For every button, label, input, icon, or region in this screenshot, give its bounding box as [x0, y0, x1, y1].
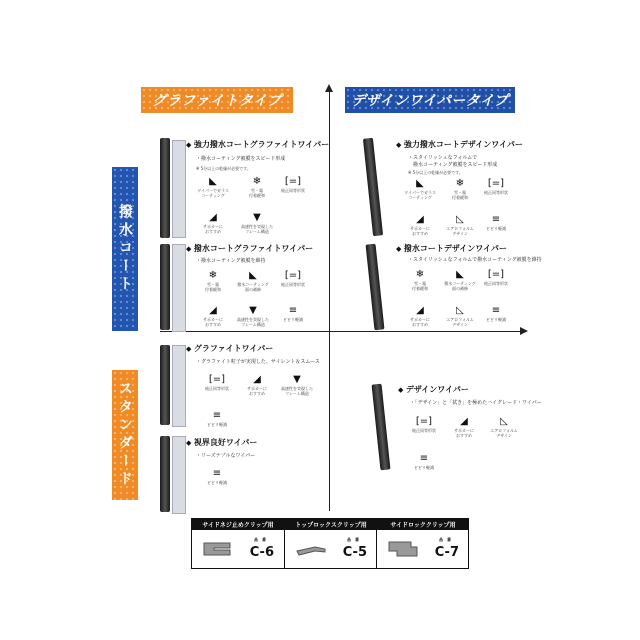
feature-label: サポカーに おすすめ — [203, 317, 223, 327]
snow-icon: ❄ — [252, 175, 262, 187]
clip-c6 — [192, 519, 284, 568]
clip-c7 — [376, 519, 469, 568]
feature-label: サポカーに おすすめ — [410, 226, 430, 236]
feature-label: 純正同等形状 — [412, 428, 436, 433]
clip-head: トップロックスクリップ用 — [285, 519, 377, 530]
feature — [237, 372, 277, 396]
feature-label: エアロフォルム デザイン — [446, 226, 474, 236]
feature-label: 純正同等形状 — [205, 386, 229, 391]
feature — [277, 372, 317, 396]
equal-shape-icon: [=] — [208, 373, 226, 385]
feature-label: ビビリ軽減 — [207, 480, 227, 485]
vibration-reduce-icon: ≡ — [491, 213, 501, 225]
product-desc: ・リーズナブルなワイパー — [196, 453, 256, 459]
product-desc: ・撥水コーティング被膜を維持 — [196, 258, 266, 264]
feature-label: 純正同等形状 — [281, 188, 305, 193]
vertical-axis — [329, 88, 330, 511]
horizontal-axis — [160, 331, 522, 332]
feature-label: 純正同等形状 — [281, 282, 305, 287]
package-image — [172, 244, 186, 332]
feature — [476, 267, 516, 286]
feature — [273, 303, 313, 322]
feature-label: 雪・霜 付着緩和 — [452, 190, 468, 200]
feature — [193, 303, 233, 327]
vibration-reduce-icon: ≡ — [419, 452, 429, 464]
feature-label: 雪・霜 付着緩和 — [205, 282, 221, 292]
feature — [400, 212, 440, 236]
feature — [440, 303, 480, 327]
product-title: ◆ 強力撥水コートグラファイトワイパー — [186, 139, 329, 150]
feature-label: サポカーに おすすめ — [454, 428, 474, 438]
clip-code: C-6 — [249, 545, 274, 560]
product-title: ◆ デザインワイパー — [398, 384, 469, 395]
snow-icon: ❄ — [455, 177, 465, 189]
equal-shape-icon: [=] — [487, 268, 505, 280]
graphite-type-banner: グラファイトタイプ — [141, 87, 293, 113]
design-wiper-type-banner: デザインワイパータイプ — [345, 87, 515, 113]
aero-form-icon: ◺ — [500, 415, 508, 427]
support-car-icon: ◢ — [253, 373, 261, 385]
wiper-blade-image — [160, 138, 170, 238]
clip-head: サイドロッククリップ用 — [377, 519, 469, 530]
feature — [440, 267, 480, 291]
support-car-icon: ◢ — [416, 213, 424, 225]
product-desc: ・「デザイン」と「拭き」を極めたハイグレード・ワイパー — [410, 400, 542, 406]
feature-label: 撥水コーティング 面の補修 — [444, 281, 476, 291]
feature-label: サポカーに おすすめ — [203, 224, 223, 234]
equal-shape-icon: [=] — [415, 415, 433, 427]
feature — [197, 372, 237, 391]
product-note: ※ 5分以上の乾燥が必要です。 — [196, 166, 251, 171]
clip-label: 品 番 — [254, 537, 266, 542]
feature-label: ビビリ軽減 — [414, 465, 434, 470]
feature-label: ワイパーでガラス コーティング — [197, 188, 229, 198]
coating-repair-icon: ◣ — [456, 268, 464, 280]
product-title: ◆ 撥水コートデザインワイパー — [396, 243, 507, 254]
feature-label: 撥水コーティング 面の補修 — [237, 282, 269, 292]
feature — [484, 414, 524, 438]
support-car-icon: ◢ — [209, 304, 217, 316]
wiper-blade-image — [366, 244, 385, 331]
clip-code: C-5 — [342, 545, 367, 560]
clip-label: 品 番 — [347, 537, 359, 542]
feature — [476, 303, 516, 322]
coating-repair-icon: ◣ — [249, 269, 257, 281]
feature-label: 高速性を実現した フレーム構造 — [237, 317, 269, 327]
wiper-blade-image — [160, 436, 170, 512]
feature-label: 雪・霜 付着緩和 — [412, 281, 428, 291]
clip-code: C-7 — [434, 545, 459, 560]
side-lock-clip-icon — [387, 539, 421, 559]
wiper-blade-image — [372, 384, 391, 471]
feature — [197, 466, 237, 485]
feature-label: 雪・霜 付着緩和 — [249, 188, 265, 198]
feature — [233, 303, 273, 327]
product-title: ◆ 強力撥水コートデザインワイパー — [396, 139, 523, 150]
glass-coating-icon: ◣ — [209, 175, 217, 187]
feature-label: 高速性を実現した フレーム構造 — [281, 386, 313, 396]
feature-label: ビビリ軽減 — [283, 317, 303, 322]
feature-label: ビビリ軽減 — [486, 317, 506, 322]
feature — [193, 174, 233, 198]
feature-label: エアロフォルム デザイン — [446, 317, 474, 327]
feature-label: サポカーに おすすめ — [410, 317, 430, 327]
feature — [193, 210, 233, 234]
package-image — [172, 436, 186, 514]
horizontal-axis-arrow-icon — [520, 327, 528, 335]
feature — [440, 212, 480, 236]
support-car-icon: ◢ — [460, 415, 468, 427]
aero-form-icon: ◺ — [456, 304, 464, 316]
clip-label: 品 番 — [439, 537, 451, 542]
equal-shape-icon: [=] — [284, 269, 302, 281]
wiper-blade-image — [363, 138, 383, 237]
support-car-icon: ◢ — [416, 304, 424, 316]
vibration-reduce-icon: ≡ — [212, 467, 222, 479]
clip-head: サイドネジ止めクリップ用 — [192, 519, 284, 530]
frame-structure-icon: ▼ — [253, 211, 261, 223]
product-desc: ・スタイリッシュなフォルムで 撥水コーティング被膜をスピード形成 — [408, 155, 498, 168]
feature-label: サポカーに おすすめ — [247, 386, 267, 396]
water-repellent-side-label: 撥水コート — [112, 167, 138, 331]
support-car-icon: ◢ — [209, 211, 217, 223]
clip-table — [191, 518, 469, 569]
feature — [440, 176, 480, 200]
feature — [237, 174, 277, 198]
glass-coating-icon: ◣ — [416, 177, 424, 189]
wiper-blade-image — [160, 345, 170, 425]
feature — [404, 451, 444, 470]
feature-label: ビビリ軽減 — [207, 422, 227, 427]
side-screw-clip-icon — [202, 539, 236, 559]
feature — [476, 212, 516, 231]
equal-shape-icon: [=] — [284, 175, 302, 187]
feature — [404, 414, 444, 433]
feature-label: ビビリ軽減 — [486, 226, 506, 231]
vibration-reduce-icon: ≡ — [288, 304, 298, 316]
wiper-blade-image — [160, 244, 170, 330]
product-title: ◆ 視界良好ワイパー — [186, 437, 257, 448]
equal-shape-icon: [=] — [487, 177, 505, 189]
product-desc: ・スタイリッシュなフォルムで撥水コーティング被膜を維持 — [408, 257, 542, 263]
top-lock-clip-icon — [295, 539, 329, 559]
aero-form-icon: ◺ — [456, 213, 464, 225]
product-title: ◆ 撥水コートグラファイトワイパー — [186, 243, 313, 254]
feature — [400, 267, 440, 291]
feature — [476, 176, 516, 195]
feature — [400, 176, 440, 200]
feature — [233, 268, 273, 292]
snow-icon: ❄ — [415, 268, 425, 280]
package-image — [172, 345, 186, 427]
product-title: ◆ グラファイトワイパー — [186, 343, 273, 354]
feature — [193, 268, 233, 292]
vertical-axis-arrow-icon — [325, 84, 333, 92]
vibration-reduce-icon: ≡ — [212, 409, 222, 421]
snow-icon: ❄ — [208, 269, 218, 281]
frame-structure-icon: ▼ — [293, 373, 301, 385]
feature — [197, 408, 237, 427]
feature — [273, 268, 313, 287]
product-note: ※ 5分以上の乾燥が必要です。 — [408, 170, 463, 175]
feature-label: 純正同等形状 — [484, 190, 508, 195]
frame-structure-icon: ▼ — [249, 304, 257, 316]
feature — [444, 414, 484, 438]
vibration-reduce-icon: ≡ — [491, 304, 501, 316]
feature — [273, 174, 313, 193]
feature-label: 純正同等形状 — [484, 281, 508, 286]
feature — [237, 210, 277, 234]
standard-side-label: スタンダード — [112, 370, 138, 500]
product-desc: ・グラファイト粒子が実現した、サイレント＆スムース — [196, 359, 320, 365]
package-image — [172, 140, 186, 238]
feature-label: ワイパーでガラス コーティング — [404, 190, 436, 200]
product-desc: ・撥水コーティング被膜をスピード形成 — [196, 156, 286, 162]
clip-c5 — [284, 519, 377, 568]
feature-label: 高速性を実現した フレーム構造 — [241, 224, 273, 234]
feature — [400, 303, 440, 327]
feature-label: エアロフォルム デザイン — [490, 428, 518, 438]
